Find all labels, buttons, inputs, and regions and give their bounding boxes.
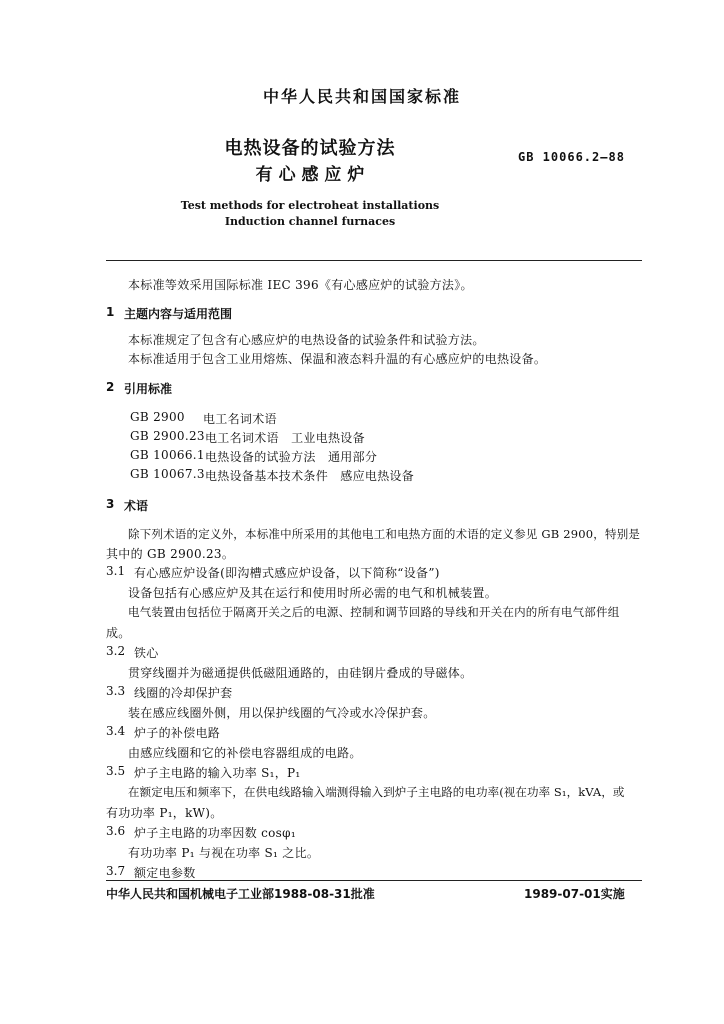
term-definition: 电气装置由包括位于隔离开关之后的电源、控制和调节回路的导线和开关在内的所有电气部件组 bbox=[128, 605, 620, 619]
term-definition: 贯穿线圈并为磁通提供低磁阻通路的，由硅钢片叠成的导磁体。 bbox=[128, 666, 473, 680]
document-title: 电热设备的试验方法 bbox=[224, 138, 396, 159]
term-number: 3.1 bbox=[106, 564, 126, 578]
term-title: 炉子主电路的输入功率 S₁，P₁ bbox=[134, 766, 301, 780]
term-number: 3.7 bbox=[106, 864, 126, 878]
term-number: 3.3 bbox=[106, 684, 126, 698]
section-2-number: 2 bbox=[106, 380, 115, 394]
document-subtitle: 有 心 感 应 炉 bbox=[255, 165, 365, 185]
section-1-paragraph: 本标准适用于包含工业用熔炼、保温和液态料升温的有心感应炉的电热设备。 bbox=[128, 352, 547, 366]
national-standard-label: 中华人民共和国国家标准 bbox=[262, 87, 461, 106]
term-definition-cont: 有功功率 P₁，kW)。 bbox=[106, 806, 223, 820]
section-1-number: 1 bbox=[106, 305, 115, 319]
effective-date: 1989-07-01实施 bbox=[524, 887, 625, 901]
section-2-title: 引用标准 bbox=[124, 382, 173, 396]
reference-name: 电工名词术语 工业电热设备 bbox=[205, 431, 365, 445]
term-definition-cont: 成。 bbox=[106, 626, 131, 640]
reference-name: 电热设备的试验方法 通用部分 bbox=[205, 450, 378, 464]
header-divider bbox=[106, 260, 642, 261]
term-title: 额定电参数 bbox=[134, 866, 196, 880]
reference-code: GB 10067.3 bbox=[130, 467, 205, 481]
english-title: Test methods for electroheat installations bbox=[180, 199, 440, 212]
term-title: 炉子的补偿电路 bbox=[134, 726, 221, 740]
term-definition: 装在感应线圈外侧，用以保护线圈的气冷或水冷保护套。 bbox=[128, 706, 436, 720]
section-3-title: 术语 bbox=[124, 499, 149, 513]
term-number: 3.2 bbox=[106, 644, 126, 658]
english-subtitle: Induction channel furnaces bbox=[224, 215, 396, 228]
standard-number: GB 10066.2—88 bbox=[518, 150, 625, 164]
reference-code: GB 2900 bbox=[130, 410, 185, 424]
approval-statement: 中华人民共和国机械电子工业部1988-08-31批准 bbox=[106, 887, 375, 901]
intro-paragraph: 本标准等效采用国际标准 IEC 396《有心感应炉的试验方法》。 bbox=[128, 278, 473, 292]
reference-name: 电热设备基本技术条件 感应电热设备 bbox=[205, 469, 415, 483]
section-3-number: 3 bbox=[106, 497, 115, 511]
reference-name: 电工名词术语 bbox=[203, 412, 277, 426]
term-definition: 在额定电压和频率下，在供电线路输入端测得输入到炉子主电路的电功率(视在功率 S₁，kVA，或 bbox=[128, 785, 625, 799]
reference-code: GB 10066.1 bbox=[130, 448, 205, 462]
section-1-paragraph: 本标准规定了包含有心感应炉的电热设备的试验条件和试验方法。 bbox=[128, 333, 485, 347]
term-title: 有心感应炉设备(即沟槽式感应炉设备，以下简称“设备”) bbox=[134, 566, 440, 580]
section-1-title: 主题内容与适用范围 bbox=[124, 307, 233, 321]
term-title: 炉子主电路的功率因数 cosφ₁ bbox=[134, 826, 296, 840]
footer-divider bbox=[106, 880, 642, 881]
term-title: 线圈的冷却保护套 bbox=[134, 686, 233, 700]
term-definition: 有功功率 P₁ 与视在功率 S₁ 之比。 bbox=[128, 846, 320, 860]
section-3-paragraph: 除下列术语的定义外，本标准中所采用的其他电工和电热方面的术语的定义参见 GB 2900，特别是 bbox=[128, 527, 641, 541]
term-number: 3.6 bbox=[106, 824, 126, 838]
term-definition: 设备包括有心感应炉及其在运行和使用时所必需的电气和机械装置。 bbox=[128, 586, 498, 600]
reference-code: GB 2900.23 bbox=[130, 429, 205, 443]
term-definition: 由感应线圈和它的补偿电容器组成的电路。 bbox=[128, 746, 362, 760]
term-number: 3.5 bbox=[106, 764, 126, 778]
term-title: 铁心 bbox=[134, 646, 159, 660]
section-3-paragraph-cont: 其中的 GB 2900.23。 bbox=[106, 547, 235, 561]
term-number: 3.4 bbox=[106, 724, 126, 738]
